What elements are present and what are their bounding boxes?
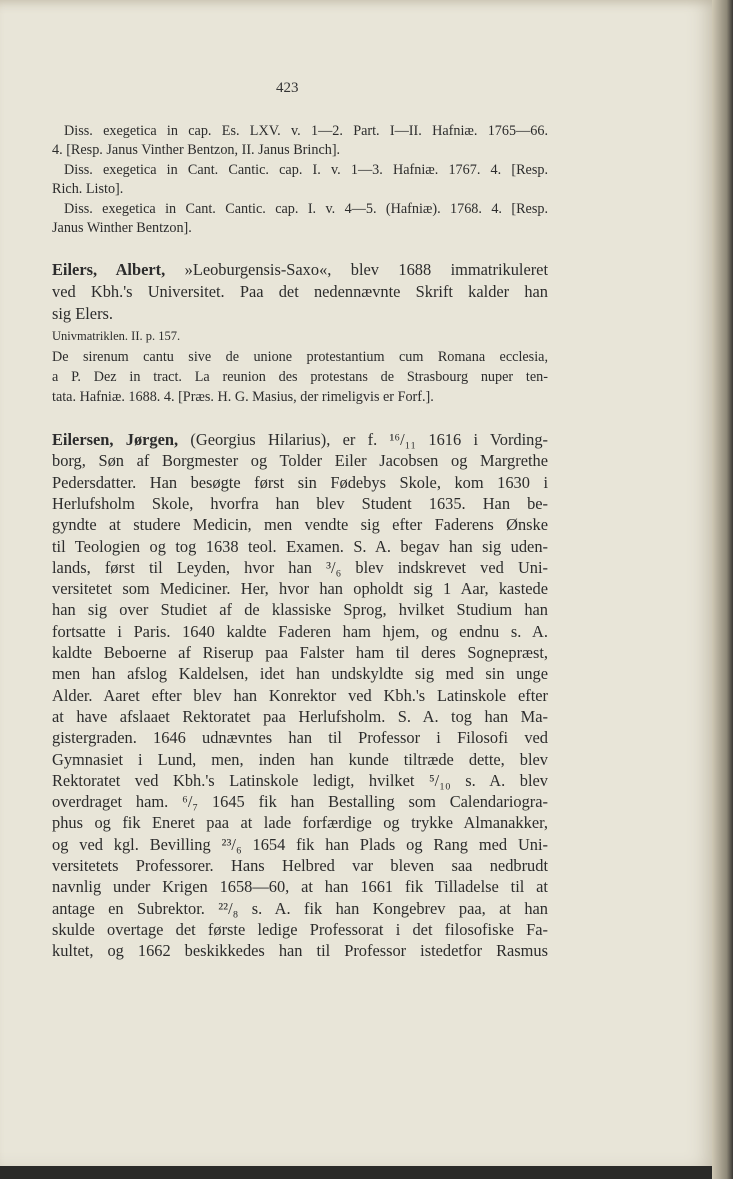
bib-line: Diss. exegetica in cap. Es. LXV. v. 1—2. Part. I—II. Hafniæ. 1765—66.: [64, 123, 548, 139]
entry-line: sig Elers.: [52, 304, 114, 323]
entry-line: Herlufsholm Skole, hvorfra han blev Student 1635. Han be-: [52, 493, 548, 513]
entry-line: men han afslog Kaldelsen, idet han undskyldte sig med sin unge: [52, 664, 548, 684]
bib-line: Janus Winther Bentzon].: [52, 220, 192, 236]
bib-line: Rich. Listo].: [52, 181, 124, 197]
entry-line: gyndte at studere Medicin, men vendte sig efter Faderens Ønske: [52, 515, 548, 535]
entry-line: versitetet som Mediciner. Her, hvor han opholdt sig 1 Aar, kastede: [52, 579, 548, 599]
entry-line: antage en Subrektor. ²²/₈ s. A. fik han Kongebrev paa, at han: [52, 898, 548, 918]
bib-line: De sirenum cantu sive de unione protestantium cum Romana ecclesia,: [52, 349, 548, 365]
entry-name: Eilers, Albert,: [52, 260, 166, 279]
entry-eilers-first-line: Eilers, Albert, »Leoburgensis-Saxo«, blev 1688 immatrikuleret: [52, 260, 549, 279]
entry-line: lands, først til Leyden, hvor han ³/₆ blev indskrevet ved Uni-: [52, 557, 548, 577]
entry-line: og ved kgl. Bevilling ²³/₆ 1654 fik han Plads og Rang med Uni-: [52, 834, 548, 854]
entry-line: Gymnasiet i Lund, men, inden han kunde tiltræde dette, blev: [52, 749, 548, 769]
entry-name: Eilersen, Jørgen,: [52, 430, 179, 449]
entry-line: phus og fik Eneret paa at lade forfærdige og trykke Almanakker,: [52, 813, 548, 833]
entry-line: at have afslaaet Rektoratet paa Herlufsholm. S. A. tog han Ma-: [52, 706, 548, 726]
entry-line: versitetets Professorer. Hans Helbred var bleven saa nedbrudt: [52, 856, 548, 875]
entry-source: Univmatriklen. II. p. 157.: [52, 329, 181, 343]
entry-line: gistergraden. 1646 udnævntes han til Professor i Filosofi ved: [52, 728, 548, 748]
page-edge: [712, 0, 733, 1179]
entry-eilersen-first-line: Eilersen, Jørgen, (Georgius Hilarius), er f. ¹⁶/₁₁ 1616 i Vording-: [52, 430, 548, 449]
bib-line: tata. Hafniæ. 1688. 4. [Præs. H. G. Masius, der rimeligvis er Forf.].: [52, 389, 434, 405]
entry-line: fortsatte i Paris. 1640 kaldte Faderen ham hjem, og endnu s. A.: [52, 621, 548, 641]
bib-line: a P. Dez in tract. La reunion des protestans de Strasbourg nuper ten-: [52, 369, 548, 385]
entry-line: kaldte Beboerne af Riserup paa Falster ham til deres Sognepræst,: [52, 643, 548, 662]
page-number: 423: [276, 80, 299, 96]
entry-line: ved Kbh.'s Universitet. Paa det nedennævnte Skrift kalder han: [52, 282, 548, 301]
entry-line: til Teologien og tog 1638 teol. Examen. S. A. begav han sig uden-: [52, 536, 548, 556]
bib-line: Diss. exegetica in Cant. Cantic. cap. I. v. 1—3. Hafniæ. 1767. 4. [Resp.: [64, 162, 548, 178]
entry-line: overdraget ham. ⁶/₇ 1645 fik han Bestalling som Calendariogra-: [52, 792, 548, 812]
entry-line: kultet, og 1662 beskikkedes han til Professor istedetfor Rasmus: [52, 941, 548, 961]
entry-line: Alder. Aaret efter blev han Konrektor ved Kbh.'s Latinskole efter: [52, 685, 548, 705]
entry-line: navnlig under Krigen 1658—60, at han 1661 fik Tilladelse til at: [52, 877, 548, 897]
entry-line: skulde overtage det første ledige Professorat i det filosofiske Fa-: [52, 919, 548, 939]
bib-line: Diss. exegetica in Cant. Cantic. cap. I. v. 4—5. (Hafniæ). 1768. 4. [Resp.: [64, 201, 548, 217]
entry-line: Rektoratet ved Kbh.'s Latinskole ledigt, hvilket ⁵/₁₀ s. A. blev: [52, 770, 548, 790]
entry-line: Pedersdatter. Han besøgte først sin Fødebys Skole, kom 1630 i: [52, 472, 548, 492]
entry-line: han sig over Studiet af de klassiske Sprog, hvilket Studium han: [52, 600, 548, 620]
bib-line: 4. [Resp. Janus Vinther Bentzon, II. Janus Brinch].: [52, 142, 341, 158]
entry-line: borg, Søn af Borgmester og Tolder Eiler Jacobsen og Margrethe: [52, 451, 548, 471]
